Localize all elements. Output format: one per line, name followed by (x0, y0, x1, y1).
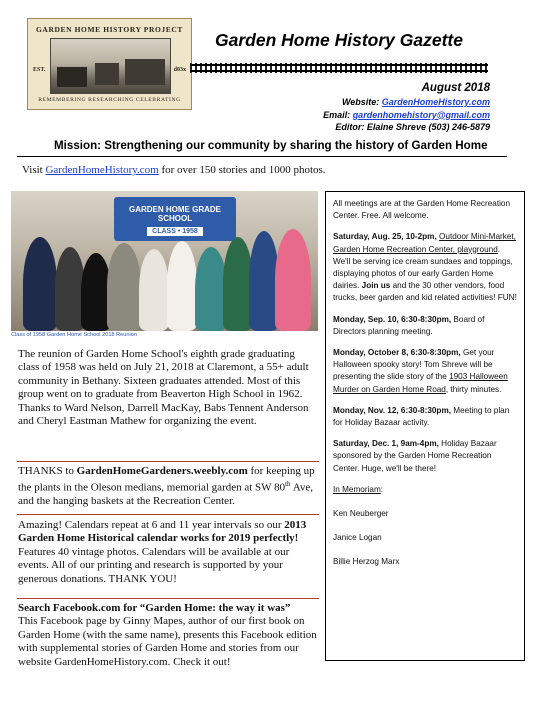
visit-line: Visit GardenHomeHistory.com for over 150 stories and 1000 photos. (22, 164, 326, 176)
email-link[interactable]: gardenhomehistory@gmail.com (352, 109, 490, 120)
reunion-article: The reunion of Garden Home School's eighth grade graduating class of 1958 was held on July 21, 2018 at Claremont, a 55+ adult community in Bethany. Sixteen graduates attended. Most of this group went on to graduate from Beaverton High School in 1962. Thanks to Ward Nelson, Darrell MacKay, Babs Tennent Anderson and Cheryl Eastman Mathew for organizing the event. (18, 348, 309, 428)
event-dec-1: Saturday, Dec. 1, 9am-4pm, Holiday Bazaar sponsored by the Garden Home Recreation Center. Huge, we'll be there! (333, 439, 497, 473)
events-sidebar (325, 191, 525, 661)
halloween-murder-link[interactable]: 1903 Halloween Murder on Garden Home Road (333, 372, 508, 394)
gazette-title: Garden Home History Gazette (215, 30, 463, 50)
event-sep-10: Monday, Sep. 10, 6:30-8:30pm, Board of Directors planning meeting. (333, 314, 485, 336)
header-rule (17, 156, 507, 157)
mission-statement: Mission: Strengthening our community by sharing the history of Garden Home (54, 139, 488, 152)
event-nov-12: Monday, Nov. 12, 6:30-8:30pm, Meeting to plan for Holiday Bazaar activity. (333, 405, 510, 428)
website-line: Website: GardenHomeHistory.com (341, 97, 490, 107)
photo-caption: Class of 1958 Garden Home School 2018 Reunion (11, 332, 137, 338)
website-link[interactable]: GardenHomeHistory.com (381, 97, 490, 107)
outdoor-market-link[interactable]: Outdoor Mini-Market, Garden Home Recreation Center, playground (333, 232, 516, 254)
editor-line: Editor: Elaine Shreve (503) 246-5879 (335, 122, 490, 133)
visit-website-link[interactable]: GardenHomeHistory.com (45, 164, 159, 176)
school-banner: GARDEN HOME GRADE SCHOOL CLASS • 1958 (114, 197, 236, 241)
email-line: Email: gardenhomehistory@gmail.com (323, 109, 490, 120)
memoriam-name: Janice Logan (333, 533, 382, 543)
project-logo (27, 18, 192, 110)
article-divider (17, 461, 319, 462)
logo-year: d03x (173, 67, 186, 73)
meetings-intro: All meetings are at the Garden Home Recreation Center. Free. All welcome. (333, 199, 511, 221)
facebook-article: Search Facebook.com for “Garden Home: the way it was” This Facebook page by Ginny Mapes, author of our first book on Garden Home (with the same name), presents this Facebook edition with supplemental stories of Garden Home and stories from our website GardenHomeHistory.com. Check it out! (18, 602, 317, 668)
event-aug-25: Saturday, Aug. 25, 10-2pm, Outdoor Mini-Market, Garden Home Recreation Center, playground. We'll be serving ice cream sundaes and toppings, displaying photos of our early Garden Home dairies. Join us and the 30 other vendors, food trucks, beer garden and kid related activities! FUN! (333, 232, 517, 303)
gardeners-site: GardenHomeGardeners.weebly.com (76, 465, 248, 477)
reunion-photo (11, 191, 318, 331)
masthead-info (323, 80, 490, 134)
article-divider (17, 598, 319, 599)
event-oct-8: Monday, October 8, 6:30-8:30pm, Get your Halloween spooky story! Tom Shreve will be presenting the slide story of the 1903 Halloween Murder on Garden Home Road, thirty minutes. (333, 348, 508, 394)
article-divider (17, 514, 319, 515)
gardeners-article: THANKS to GardenHomeGardeners.weebly.com for keeping up the plants in the Oleson medians, memorial garden at SW 80th Ave, and the hanging baskets at the Recreation Center. (18, 465, 315, 508)
memoriam-heading: In Memoriam: (333, 484, 384, 494)
issue-date: August 2018 (421, 82, 490, 94)
calendar-article: Amazing! Calendars repeat at 6 and 11 year intervals so our 2013 Garden Home Historical calendar works for 2019 perfectly! Features 40 vintage photos. Calendars will be available at our events. All of our printing and research is supported by your generous donations. THANK YOU! (18, 519, 307, 585)
logo-title: GARDEN HOME HISTORY PROJECT (36, 25, 183, 34)
memoriam-name: Billie Herzog Marx (333, 557, 400, 567)
logo-est: EST. (33, 67, 46, 73)
logo-tagline: REMEMBERING RESEARCHING CELEBRATING (38, 97, 181, 103)
facebook-heading: Search Facebook.com for “Garden Home: the way it was” (18, 602, 291, 614)
railroad-track-divider (190, 63, 488, 73)
memoriam-name: Ken Neuberger (333, 509, 389, 519)
logo-photo (50, 38, 171, 94)
